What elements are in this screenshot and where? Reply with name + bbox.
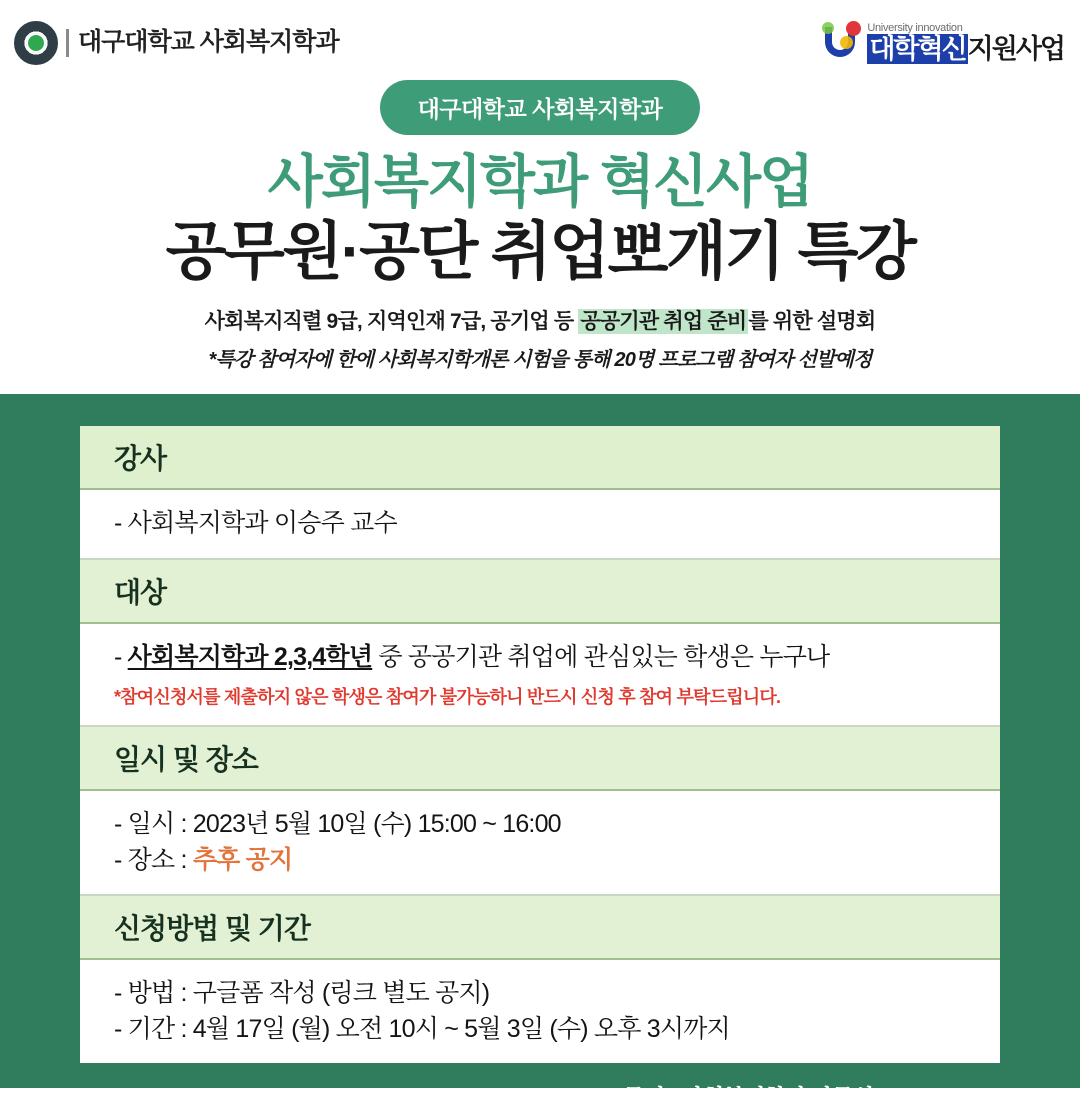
target-line-pre: - — [114, 642, 128, 671]
section-heading-schedule: 일시 및 장소 — [80, 727, 1000, 791]
university-brand — [14, 21, 339, 65]
apply-method: - 방법 : 구글폼 작성 (링크 별도 공지) — [114, 979, 490, 1008]
title-block — [0, 76, 1080, 394]
details-panel — [0, 394, 1080, 1111]
target-warning-note: *참여신청서를 제출하지 않은 학생은 참여가 불가능하니 반드시 신청 후 참여 부탁드립니다. — [114, 687, 781, 708]
headline-secondary: 공무원·공단 취업뽀개기 특강 — [165, 216, 915, 287]
innovation-brand-main-1: 대학혁신 — [869, 34, 966, 65]
schedule-location — [114, 843, 1000, 879]
subtitle-post: 를 위한 설명회 — [748, 310, 876, 334]
innovation-brand-main-2: 지원사업 — [967, 34, 1064, 65]
instructor-line: - 사회복지학과 이승주 교수 — [114, 509, 397, 538]
subtitle-pre: 사회복지직렬 9급, 지역인재 7급, 공기업 등 — [204, 310, 579, 334]
contact-info: 문의 : 사회복지학과 사무실 (053.850.6310) — [623, 1085, 1020, 1111]
section-body-apply — [80, 960, 1000, 1063]
details-card — [80, 420, 1000, 1063]
ui-innovation-mark-icon — [821, 21, 861, 65]
section-body-instructor — [80, 490, 1000, 560]
headline-primary: 사회복지학과 혁신사업 — [267, 150, 813, 214]
innovation-brand-main — [867, 35, 1064, 63]
schedule-location-accent: 추후 공지 — [192, 845, 293, 874]
schedule-location-pre: - 장소 : — [114, 845, 193, 874]
university-seal-icon — [14, 21, 58, 65]
apply-period: - 기간 : 4월 17일 (월) 오전 10시 ~ 5월 3일 (수) 오후 3시까지 — [114, 1014, 730, 1043]
target-line-post: 중 공공기관 취업에 관심있는 학생은 누구나 — [372, 642, 830, 671]
section-heading-target: 대상 — [80, 560, 1000, 624]
section-heading-apply: 신청방법 및 기간 — [80, 896, 1000, 960]
innovation-program-brand — [821, 21, 1064, 65]
department-pill: 대구대학교 사회복지학과 — [380, 80, 701, 135]
target-line — [114, 640, 1000, 676]
header-bar — [0, 0, 1080, 76]
university-brand-label: 대구대학교 사회복지학과 — [66, 29, 339, 57]
subtitle-highlight: 공공기관 취업 준비 — [580, 310, 747, 334]
section-heading-instructor: 강사 — [80, 426, 1000, 490]
target-line-underline: 사회복지학과 2,3,4학년 — [127, 642, 373, 671]
schedule-datetime: - 일시 : 2023년 5월 10일 (수) 15:00 ~ 16:00 — [114, 810, 561, 839]
section-body-target — [80, 624, 1000, 728]
subtitle-note: *특강 참여자에 한에 사회복지학개론 시험을 통해 20명 프로그램 참여자 선발예정 — [208, 349, 872, 372]
innovation-brand-sub: University innovation — [867, 21, 963, 34]
section-body-schedule — [80, 791, 1000, 896]
subtitle-line — [0, 305, 1080, 335]
